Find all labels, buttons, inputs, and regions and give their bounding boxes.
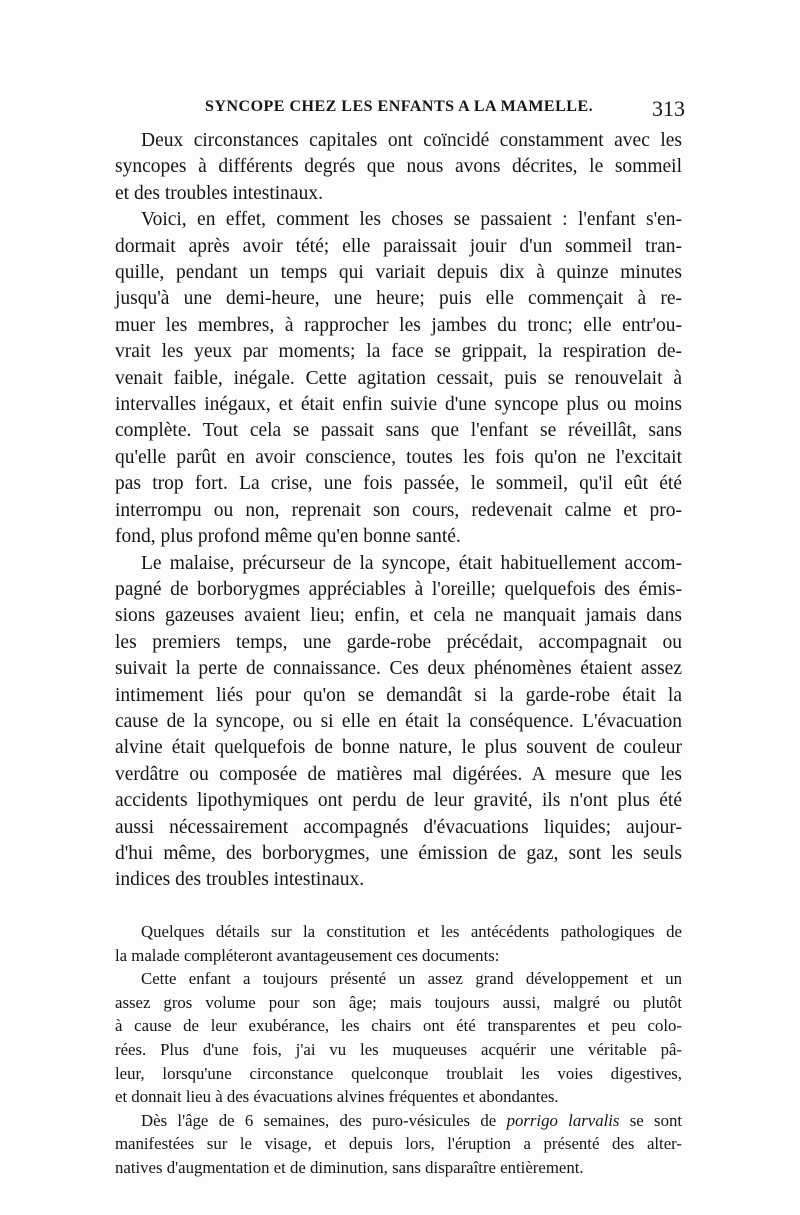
text-line: et des troubles intestinaux. <box>115 182 323 204</box>
paragraph <box>115 551 682 894</box>
text-line: la malade compléteront avantageusement ces documents: <box>115 945 500 965</box>
text-line: alvine était quelquefois de bonne nature, le plus souvent de couleur <box>115 737 682 759</box>
text-line: pagné de borborygmes appréciables à l'oreille; quelquefois des émis- <box>115 578 682 600</box>
text-line: assez gros volume pour son âge; mais toujours aussi, malgré ou plutôt <box>115 992 682 1012</box>
text-line: Cette enfant a toujours présenté un assez grand développement et un <box>141 969 682 989</box>
text-line: natives d'augmentation et de diminution, sans disparaître entièrement. <box>115 1157 584 1177</box>
page-number: 313 <box>652 96 685 121</box>
text-line: verdâtre ou composée de matières mal digérées. A mesure que les <box>115 763 682 785</box>
text-line: syncopes à différents degrés que nous avons décrites, le sommeil <box>115 156 682 178</box>
text-line: suivait la perte de connaissance. Ces deux phénomènes étaient assez <box>115 658 682 680</box>
text-line: rées. Plus d'une fois, j'ai vu les muqueuses acquérir une véritable pâ- <box>115 1039 682 1059</box>
text-line: Le malaise, précurseur de la syncope, était habituellement accom- <box>141 552 682 574</box>
text-segment: se sont <box>619 1110 683 1130</box>
text-line: fond, plus profond même qu'en bonne santé. <box>115 526 461 548</box>
text-line: manifestées sur le visage, et depuis lors, l'éruption a présenté des alter- <box>115 1134 682 1154</box>
page-header <box>115 96 685 126</box>
text-line: vrait les yeux par moments; la face se grippait, la respiration de- <box>115 341 682 363</box>
text-line: venait faible, inégale. Cette agitation cessait, puis se renouvelait à <box>115 367 682 389</box>
paragraph <box>115 128 682 207</box>
paragraph <box>115 207 682 550</box>
text-line: Quelques détails sur la constitution et les antécédents pathologiques de <box>141 922 682 941</box>
text-line: intervalles inégaux, et était enfin suivie d'une syncope plus ou moins <box>115 394 682 416</box>
text-line: quille, pendant un temps qui variait depuis dix à quinze minutes <box>115 262 682 284</box>
text-line: à cause de leur exubérance, les chairs ont été transparentes et peu colo- <box>115 1016 682 1036</box>
text-line: cause de la syncope, ou si elle en était la conséquence. L'évacuation <box>115 710 682 732</box>
text-line: interrompu ou non, reprenait son cours, redevenait calme et pro- <box>115 499 682 521</box>
text-line: dormait après avoir tété; elle paraissait jouir d'un sommeil tran- <box>115 235 682 257</box>
text-line: d'hui même, des borborygmes, une émission de gaz, sont les seuls <box>115 842 682 864</box>
text-line: qu'elle parût en avoir conscience, toutes les fois qu'on ne l'excitait <box>115 446 682 468</box>
text-line <box>115 1109 682 1133</box>
text-line: leur, lorsqu'une circonstance quelconque troublait les voies digestives, <box>115 1063 682 1083</box>
text-line: les premiers temps, une garde-robe précédait, accompagnait ou <box>115 631 682 653</box>
text-line: et donnait lieu à des évacuations alvines fréquentes et abondantes. <box>115 1087 559 1107</box>
text-line: aussi nécessairement accompagnés d'évacuations liquides; aujour- <box>115 816 682 838</box>
paragraph <box>115 967 682 1109</box>
text-line: indices des troubles intestinaux. <box>115 869 365 891</box>
italic-term: porrigo larvalis <box>506 1110 620 1130</box>
running-title: SYNCOPE CHEZ LES ENFANTS A LA MAMELLE. <box>205 98 594 115</box>
paragraph <box>115 1109 682 1180</box>
text-segment: Dès l'âge de 6 semaines, des puro-vésicules de <box>141 1110 507 1130</box>
small-print-note <box>115 920 682 1180</box>
text-line: Voici, en effet, comment les choses se passaient : l'enfant s'en- <box>141 209 682 231</box>
paragraph <box>115 920 682 967</box>
text-line: complète. Tout cela se passait sans que l'enfant se réveillât, sans <box>115 420 682 442</box>
text-line: sions gazeuses avaient lieu; enfin, et cela ne manquait jamais dans <box>115 605 682 627</box>
text-line: intimement liés pour qu'on se demandât si la garde-robe était la <box>115 684 682 706</box>
text-line: jusqu'à une demi-heure, une heure; puis elle commençait à re- <box>115 288 682 310</box>
text-line: Deux circonstances capitales ont coïncidé constamment avec les <box>141 130 682 151</box>
text-line: pas trop fort. La crise, une fois passée, le sommeil, qu'il eût été <box>115 473 682 495</box>
main-text <box>115 128 682 894</box>
text-line: muer les membres, à rapprocher les jambes du tronc; elle entr'ou- <box>115 314 682 336</box>
text-line: accidents lipothymiques ont perdu de leur gravité, ils n'ont plus été <box>115 790 682 812</box>
